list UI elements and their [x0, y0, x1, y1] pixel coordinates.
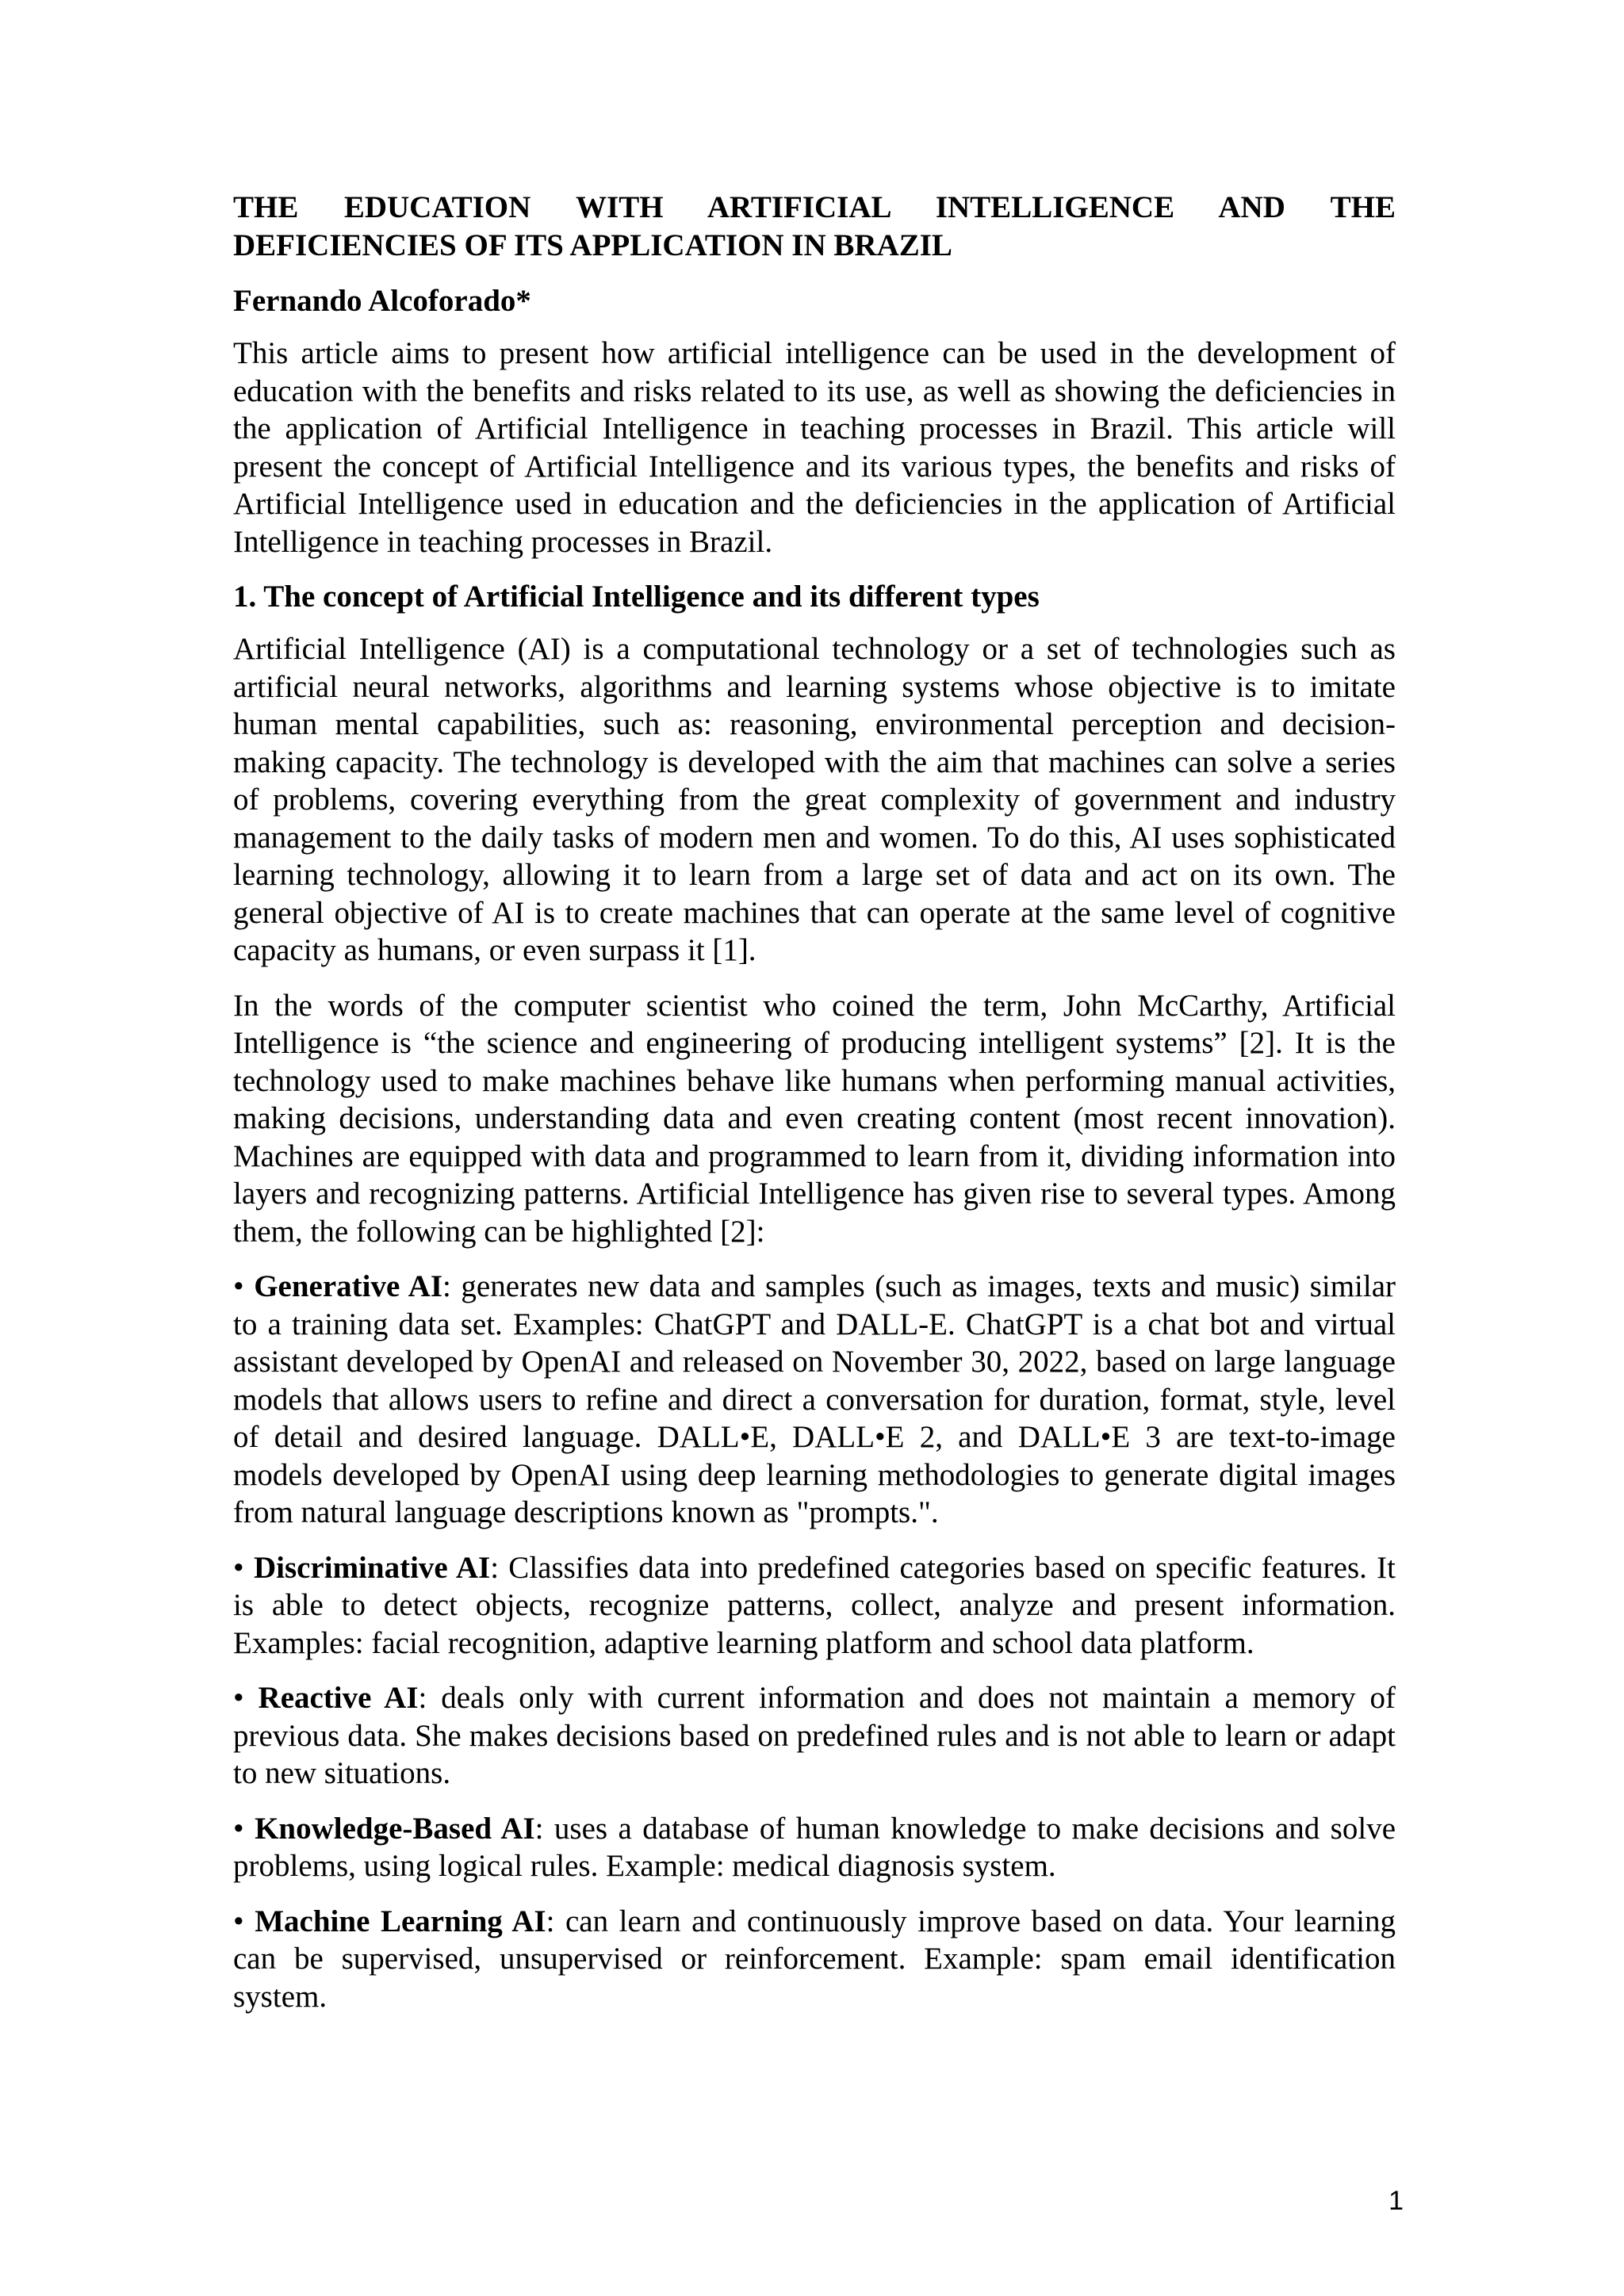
bullet-term: Knowledge-Based AI: [255, 1811, 535, 1846]
bullet-text: : generates new data and samples (such as images, texts and music) similar to a training data set. Examples: ChatGPT and DALL-E. ChatGPT is a chat bot and virtual assistant developed by OpenAI and released on November 30, 2022, based on large language models that allows users to refine and direct a conversation for duration, format, style, level of detail and desired language. DALL•E, DALL•E 2, and DALL•E 3 are text-to-image models developed by OpenAI using deep learning methodologies to generate digital images from natural language descriptions known as "prompts.".: [233, 1269, 1396, 1529]
abstract-paragraph: This article aims to present how artificial intelligence can be used in the development of education with the benefits and risks related to its use, as well as showing the deficiencies in the application of Artificial Intelligence in teaching processes in Brazil. This article will present the concept of Artificial Intelligence and its various types, the benefits and risks of Artificial Intelligence used in education and the deficiencies in the application of Artificial Intelligence in teaching processes in Brazil.: [233, 336, 1396, 559]
page-number: 1: [1388, 2186, 1404, 2216]
bullet-text: : uses a database of human knowledge to make decisions and solve problems, using logical rules. Example: medical diagnosis system.: [233, 1811, 1396, 1883]
body-paragraph: In the words of the computer scientist who coined the term, John McCarthy, Artificial Intelligence is “the science and engineering of producing intelligent systems” [2]. It is the technology used to make machines behave like humans when performing manual activities, making decisions, understanding data and even creating content (most recent innovation). Machines are equipped with data and programmed to learn from it, dividing information into layers and recognizing patterns. Artificial Intelligence has given rise to several types. Among them, the following can be highlighted [2]:: [233, 988, 1396, 1249]
bullet-marker: •: [233, 1550, 254, 1585]
bullet-item-discriminative-ai: [233, 1549, 1396, 1663]
author-name: Fernando Alcoforado*: [233, 284, 531, 318]
bullet-marker: •: [233, 1904, 255, 1938]
bullet-marker: •: [233, 1811, 255, 1846]
bullet-item-reactive-ai: [233, 1679, 1396, 1793]
body-paragraph: Artificial Intelligence (AI) is a computational technology or a set of technologies such as artificial neural networks, algorithms and learning systems whose objective is to imitate human mental capabilities, such as: reasoning, environmental perception and decision-making capacity. The technology is developed with the aim that machines can solve a series of problems, covering everything from the great complexity of government and industry management to the daily tasks of modern men and women. To do this, AI uses sophisticated learning technology, allowing it to learn from a large set of data and act on its own. The general objective of AI is to create machines that can operate at the same level of cognitive capacity as humans, or even surpass it [1].: [233, 632, 1396, 967]
section-heading: 1. The concept of Artificial Intelligence and its different types: [233, 580, 1040, 614]
bullet-term: Reactive AI: [258, 1681, 419, 1715]
document-title: THE EDUCATION WITH ARTIFICIAL INTELLIGENCE AND THE DEFICIENCIES OF ITS APPLICATION IN BRAZIL: [233, 190, 1396, 262]
bullet-text: : deals only with current information and does not maintain a memory of previous data. She makes decisions based on predefined rules and is not able to learn or adapt to new situations.: [233, 1681, 1396, 1790]
page-content: [233, 189, 1396, 2033]
bullet-marker: •: [233, 1269, 255, 1303]
bullet-item-generative-ai: [233, 1268, 1396, 1532]
bullet-marker: •: [233, 1681, 259, 1715]
bullet-text: : can learn and continuously improve based on data. Your learning can be supervised, unsupervised or reinforcement. Example: spam email identification system.: [233, 1904, 1396, 2014]
bullet-term: Discriminative AI: [253, 1550, 491, 1585]
bullet-term: Machine Learning AI: [255, 1904, 546, 1938]
bullet-item-knowledge-based-ai: [233, 1810, 1396, 1885]
bullet-term: Generative AI: [254, 1269, 443, 1303]
bullet-item-machine-learning-ai: [233, 1903, 1396, 2016]
bullet-text: : Classifies data into predefined categories based on specific features. It is able to detect objects, recognize patterns, collect, analyze and present information. Examples: facial recognition, adaptive learning platform and school data platform.: [233, 1550, 1396, 1660]
